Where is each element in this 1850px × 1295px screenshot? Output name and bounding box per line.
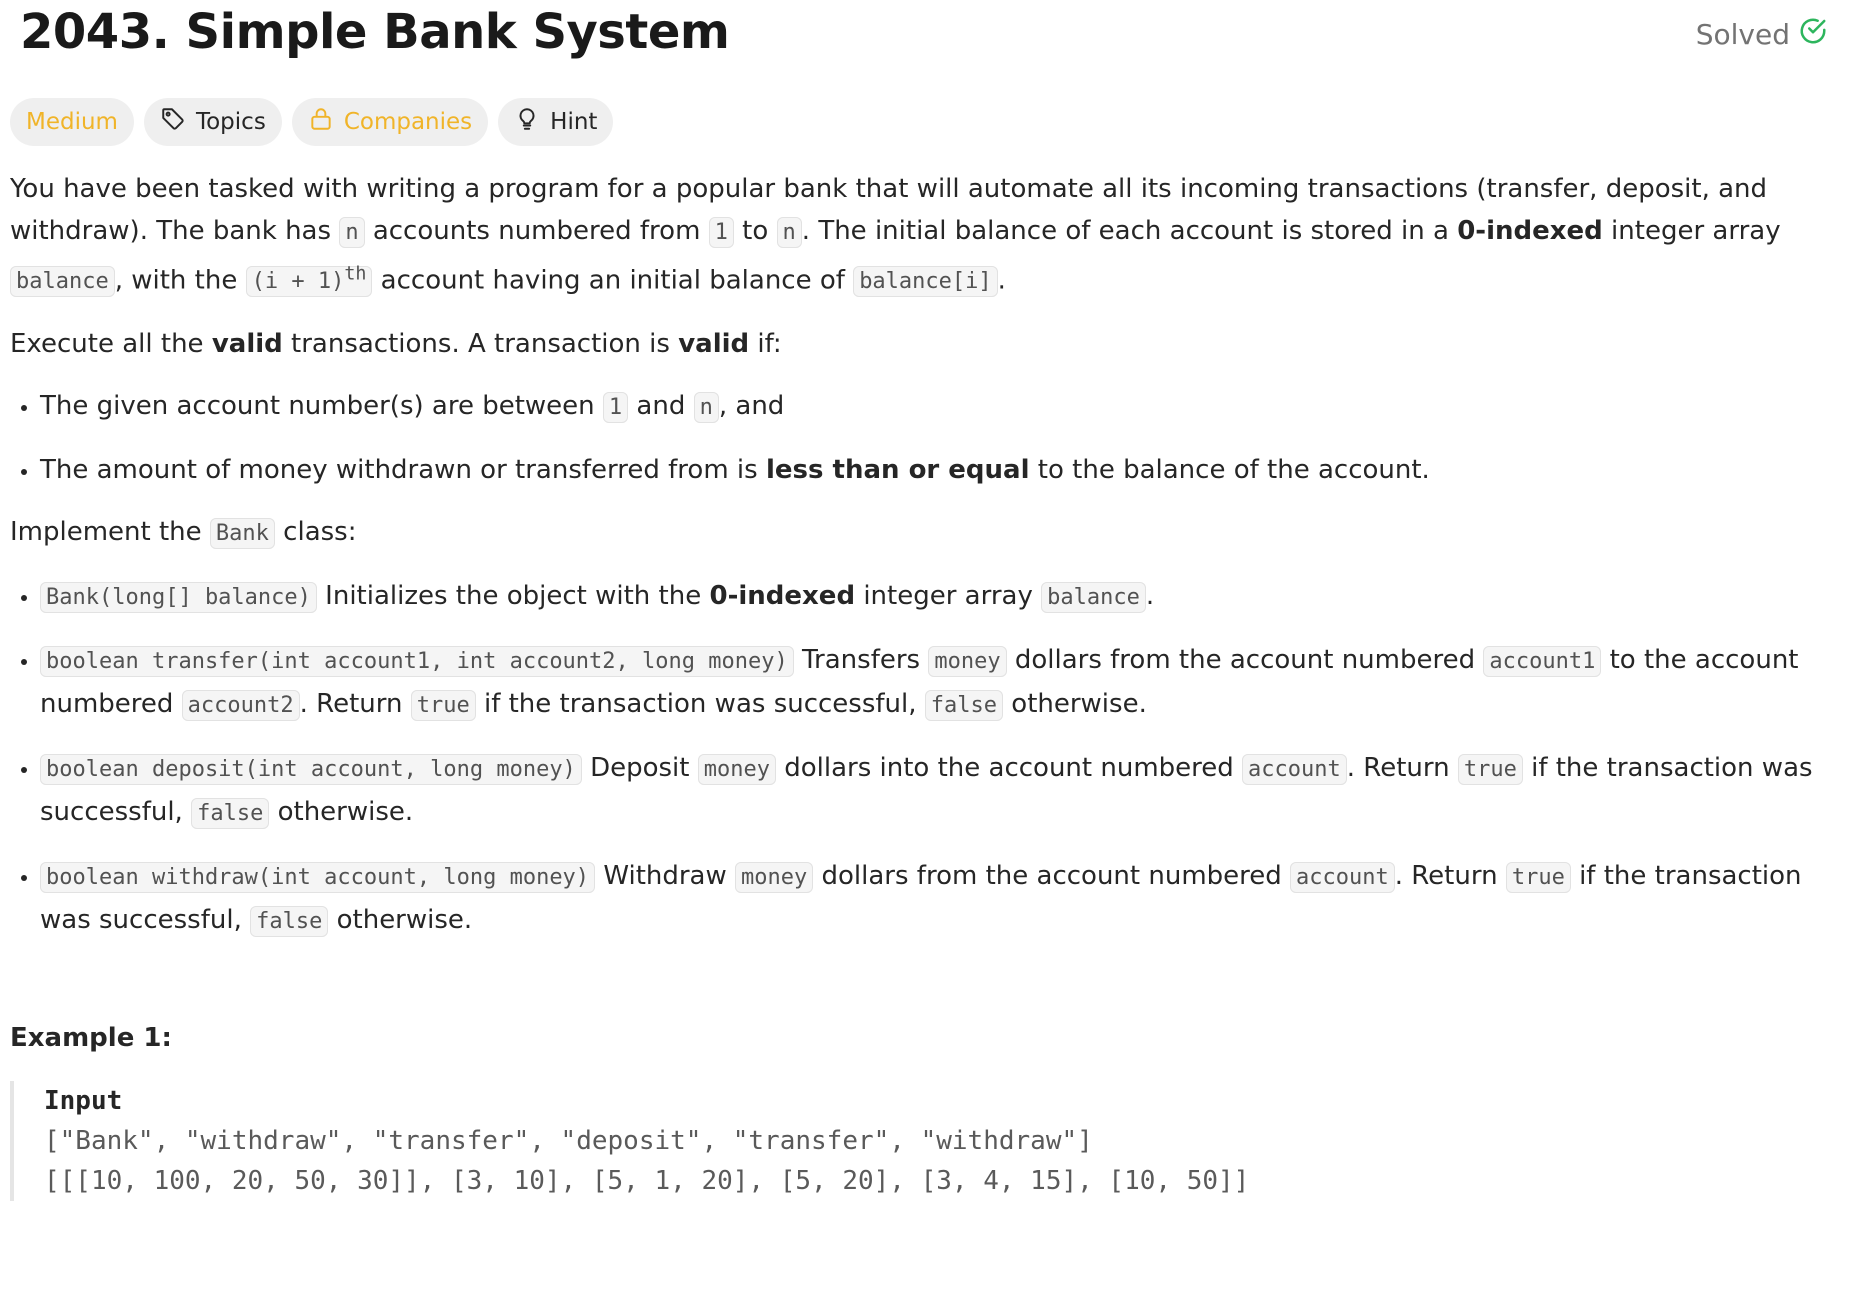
bold-text: valid	[678, 329, 750, 360]
inline-code: account	[1242, 754, 1347, 785]
list-item	[40, 575, 1840, 619]
validity-rules-list	[10, 385, 1840, 491]
inline-code	[246, 266, 373, 297]
inline-code: true	[1506, 862, 1571, 893]
hint-label: Hint	[550, 109, 598, 135]
text: . Return	[1394, 861, 1506, 892]
text: The given account number(s) are between	[40, 391, 603, 422]
inline-code: account2	[182, 690, 300, 721]
text: dollars into the account numbered	[775, 753, 1243, 784]
tag-icon	[160, 106, 186, 138]
bold-text: 0-indexed	[709, 581, 856, 612]
difficulty-label: Medium	[26, 109, 118, 135]
bold-text: 0-indexed	[1457, 216, 1603, 246]
example-title: Example 1:	[10, 1023, 172, 1054]
list-item	[40, 855, 1840, 943]
inline-code: n	[339, 217, 364, 248]
bold-text: less than or equal	[765, 455, 1030, 486]
list-item	[40, 385, 1840, 429]
text: You have been tasked with writing a program for a popular bank that will automate all its incoming transactions (transfer, deposit, and withdraw). The bank has	[10, 174, 1768, 246]
code-text: (i + 1)	[251, 269, 345, 295]
input-line: ["Bank", "withdraw", "transfer", "deposit", "transfer", "withdraw"]	[44, 1126, 1093, 1157]
text: otherwise.	[269, 797, 414, 828]
inline-code: Bank	[210, 518, 275, 549]
inline-code: money	[735, 862, 813, 893]
inline-code: boolean withdraw(int account, long money)	[40, 862, 595, 893]
text: class:	[274, 517, 357, 548]
text: and	[628, 391, 694, 422]
lightbulb-icon	[514, 106, 540, 138]
inline-code: money	[698, 754, 776, 785]
valid-paragraph	[10, 323, 1840, 365]
text: .	[997, 265, 1006, 296]
text: accounts numbered from	[364, 216, 709, 246]
text: to the balance of the account.	[1029, 455, 1430, 486]
topics-button[interactable]	[144, 98, 282, 146]
inline-code: money	[928, 646, 1006, 677]
text: integer array	[1602, 216, 1781, 246]
companies-label: Companies	[343, 109, 473, 135]
example-block	[10, 1081, 1840, 1201]
inline-code: true	[1458, 754, 1523, 785]
inline-code: false	[191, 798, 269, 829]
text: to the account numbered	[40, 645, 1799, 720]
methods-list	[10, 575, 1840, 943]
text: transactions. A transaction is	[282, 329, 679, 360]
text: , with the	[114, 265, 246, 296]
text: .	[1145, 581, 1155, 612]
superscript: th	[344, 264, 367, 285]
inline-code: n	[777, 217, 802, 248]
text: dollars from the account numbered	[1006, 645, 1484, 676]
inline-code: account1	[1483, 646, 1601, 677]
lock-icon	[308, 106, 334, 138]
inline-code: balance[i]	[853, 266, 997, 297]
bold-text: valid	[211, 329, 283, 360]
text: Deposit	[581, 753, 698, 784]
text: if the transaction was successful,	[40, 753, 1813, 828]
inline-code: balance	[1041, 582, 1146, 613]
text: Withdraw	[595, 861, 736, 892]
tag-bar	[10, 98, 1840, 146]
list-item	[40, 747, 1840, 835]
check-circle-icon	[1798, 16, 1828, 53]
inline-code: 1	[709, 217, 734, 248]
text: otherwise.	[1003, 689, 1147, 720]
text: if:	[749, 329, 782, 360]
implement-paragraph	[10, 511, 1840, 555]
text: , and	[718, 391, 785, 422]
text: account having an initial balance of	[372, 265, 854, 296]
text: . Return	[299, 689, 411, 720]
text: if the transaction was successful,	[475, 689, 925, 720]
text: . The initial balance of each account is stored in a	[801, 216, 1458, 246]
text: Transfers	[793, 645, 929, 676]
companies-button[interactable]	[292, 98, 488, 146]
text: Execute all the	[10, 329, 212, 360]
text: . Return	[1346, 753, 1458, 784]
inline-code: boolean transfer(int account1, int account2, long money)	[40, 646, 794, 677]
text: otherwise.	[328, 905, 473, 936]
difficulty-badge[interactable]	[10, 98, 134, 146]
topics-label: Topics	[195, 109, 266, 135]
text: The amount of money withdrawn or transferred from is	[40, 455, 766, 486]
inline-code: n	[694, 392, 719, 423]
text: dollars from the account numbered	[813, 861, 1291, 892]
hint-button[interactable]	[498, 98, 613, 146]
list-item	[40, 639, 1840, 727]
inline-code: account	[1290, 862, 1395, 893]
intro-paragraph	[10, 168, 1840, 303]
text: to	[733, 216, 777, 246]
input-label: Input	[44, 1086, 123, 1117]
problem-description	[10, 168, 1840, 1201]
text: Implement the	[10, 517, 210, 548]
solved-status	[1696, 16, 1828, 53]
title-row	[10, 0, 1840, 76]
inline-code: Bank(long[] balance)	[40, 582, 317, 613]
input-line: [[[10, 100, 20, 50, 30]], [3, 10], [5, 1, 20], [5, 20], [3, 4, 15], [10, 50]]	[44, 1166, 1250, 1197]
list-item	[40, 449, 1840, 491]
text: integer array	[855, 581, 1042, 612]
inline-code: 1	[603, 392, 628, 423]
text: if the transaction was successful,	[40, 861, 1802, 936]
text: Initializes the object with the	[316, 581, 710, 612]
inline-code: false	[925, 690, 1003, 721]
inline-code: false	[250, 906, 328, 937]
solved-label: Solved	[1695, 18, 1790, 51]
inline-code: boolean deposit(int account, long money)	[40, 754, 582, 785]
inline-code: true	[411, 690, 476, 721]
inline-code: balance	[10, 266, 115, 297]
problem-title: 2043. Simple Bank System	[20, 4, 730, 60]
